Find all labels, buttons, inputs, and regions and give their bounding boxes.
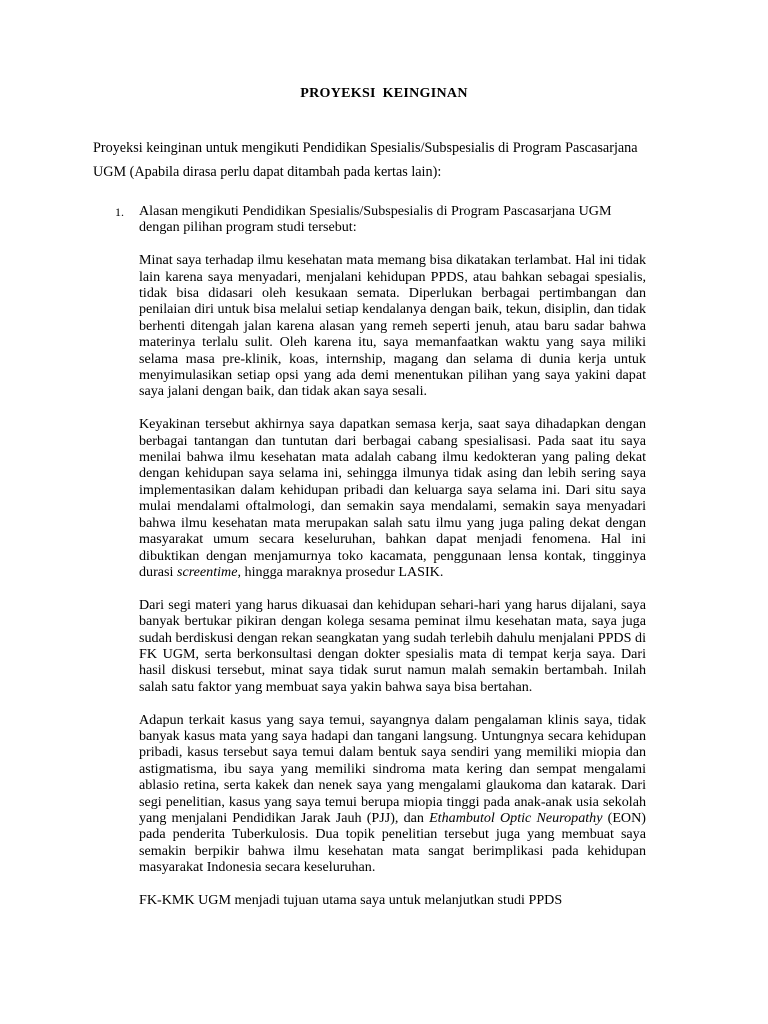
paragraph-5: FK-KMK UGM menjadi tujuan utama saya untuk melanjutkan studi PPDS	[139, 891, 563, 908]
intro-paragraph: Proyeksi keinginan untuk mengikuti Pendidikan Spesialis/Subspesialis di Program Pascasarjana UGM (Apabila dirasa perlu dapat ditambah pada kertas lain):	[93, 140, 638, 180]
paragraph-4-text-a: Adapun terkait kasus yang saya temui, sayangnya dalam pengalaman klinis saya, tidak banyak kasus mata yang saya hadapi dan tangani langsung. Untungnya secara kehidupan pribadi, kasus tersebut saya temui dalam bentuk saya sendiri yang memiliki miopia dan astigmatisma, ibu saya yang memiliki sindroma mata kering dan sempat mengalami ablasio retina, serta kakek dan nenek saya yang mengalami glaukoma dan katarak. Dari segi penelitian, kasus yang saya temui berupa miopia tinggi pada anak-anak usia sekolah yang menjalani Pendidikan Jarak Jauh (PJJ), dan	[139, 711, 646, 826]
list-number: 1.	[115, 205, 124, 219]
paragraph-4	[139, 712, 646, 876]
paragraph-4-italic: Ethambutol Optic Neuropathy	[429, 809, 603, 826]
paragraph-2	[139, 416, 646, 580]
paragraph-1: Minat saya terhadap ilmu kesehatan mata memang bisa dikatakan terlambat. Hal ini tidak lain karena saya menyadari, menjalani kehidupan PPDS, atau bahkan sebagai spesialis, tidak bisa didasari oleh kesukaan semata. Diperlukan berbagai pertimbangan dan penilaian diri untuk bisa melalui setiap kendalanya dengan baik, tekun, disiplin, dan tidak berhenti ditengah jalan karena alasan yang remeh seperti jenuh, atau baru sadar bahwa materinya terlalu sulit. Oleh karena itu, saya memanfaatkan waktu yang saya miliki selama masa pre-klinik, koas, internship, magang dan selama di dunia kerja untuk menyimulasikan setiap opsi yang ada demi menentukan pilihan yang saya yakini dapat saya jalani dengan baik, dan tidak akan saya sesali.	[139, 252, 646, 400]
item-heading: Alasan mengikuti Pendidikan Spesialis/Subspesialis di Program Pascasarjana UGM dengan pilihan program studi tersebut:	[139, 203, 612, 236]
paragraph-4-text-b: (EON) pada penderita Tuberkulosis. Dua topik penelitian tersebut juga yang membuat saya semakin berpikir bahwa ilmu kesehatan mata sangat berimplikasi pada kehidupan masyarakat Indonesia secara keseluruhan.	[139, 809, 646, 876]
paragraph-3: Dari segi materi yang harus dikuasai dan kehidupan sehari-hari yang harus dijalani, saya banyak bertukar pikiran dengan kolega sesama peminat ilmu kesehatan mata, saya juga sudah berdiskusi dengan rekan seangkatan yang sudah terlebih dahulu menjalani PPDS di FK UGM, serta berkonsultasi dengan dokter spesialis mata di tempat kerja saya. Dari hasil diskusi tersebut, minat saya tidak surut namun malah semakin bertambah. Inilah salah satu faktor yang membuat saya yakin bahwa saya bisa bertahan.	[139, 596, 646, 695]
list-item-body	[139, 203, 646, 925]
paragraph-2-text-a: Keyakinan tersebut akhirnya saya dapatkan semasa kerja, saat saya dihadapkan dengan berbagai tantangan dan tuntutan dari berbagai cabang spesialisasi. Pada saat itu saya menilai bahwa ilmu kesehatan mata adalah cabang ilmu kedokteran yang paling dekat dengan kehidupan saya selama ini, sehingga ilmunya tidak asing dan lebih sering saya implementasikan dalam kehidupan pribadi dan keluarga saya selama ini. Dari situ saya mulai mendalami oftalmologi, dan semakin saya mendalami, semakin saya menyadari bahwa ilmu kesehatan mata merupakan salah satu ilmu yang juga paling dekat dengan masyarakat umum secara keseluruhan, bahkan dapat menjadi fenomena. Hal ini dibuktikan dengan menjamurnya toko kacamata, penggunaan lensa kontak, tingginya durasi	[139, 416, 646, 580]
paragraph-2-italic: screentime	[176, 563, 238, 580]
paragraph-2-text-b: , hingga maraknya prosedur LASIK.	[237, 563, 444, 580]
page-title: PROYEKSI KEINGINAN	[300, 86, 468, 101]
